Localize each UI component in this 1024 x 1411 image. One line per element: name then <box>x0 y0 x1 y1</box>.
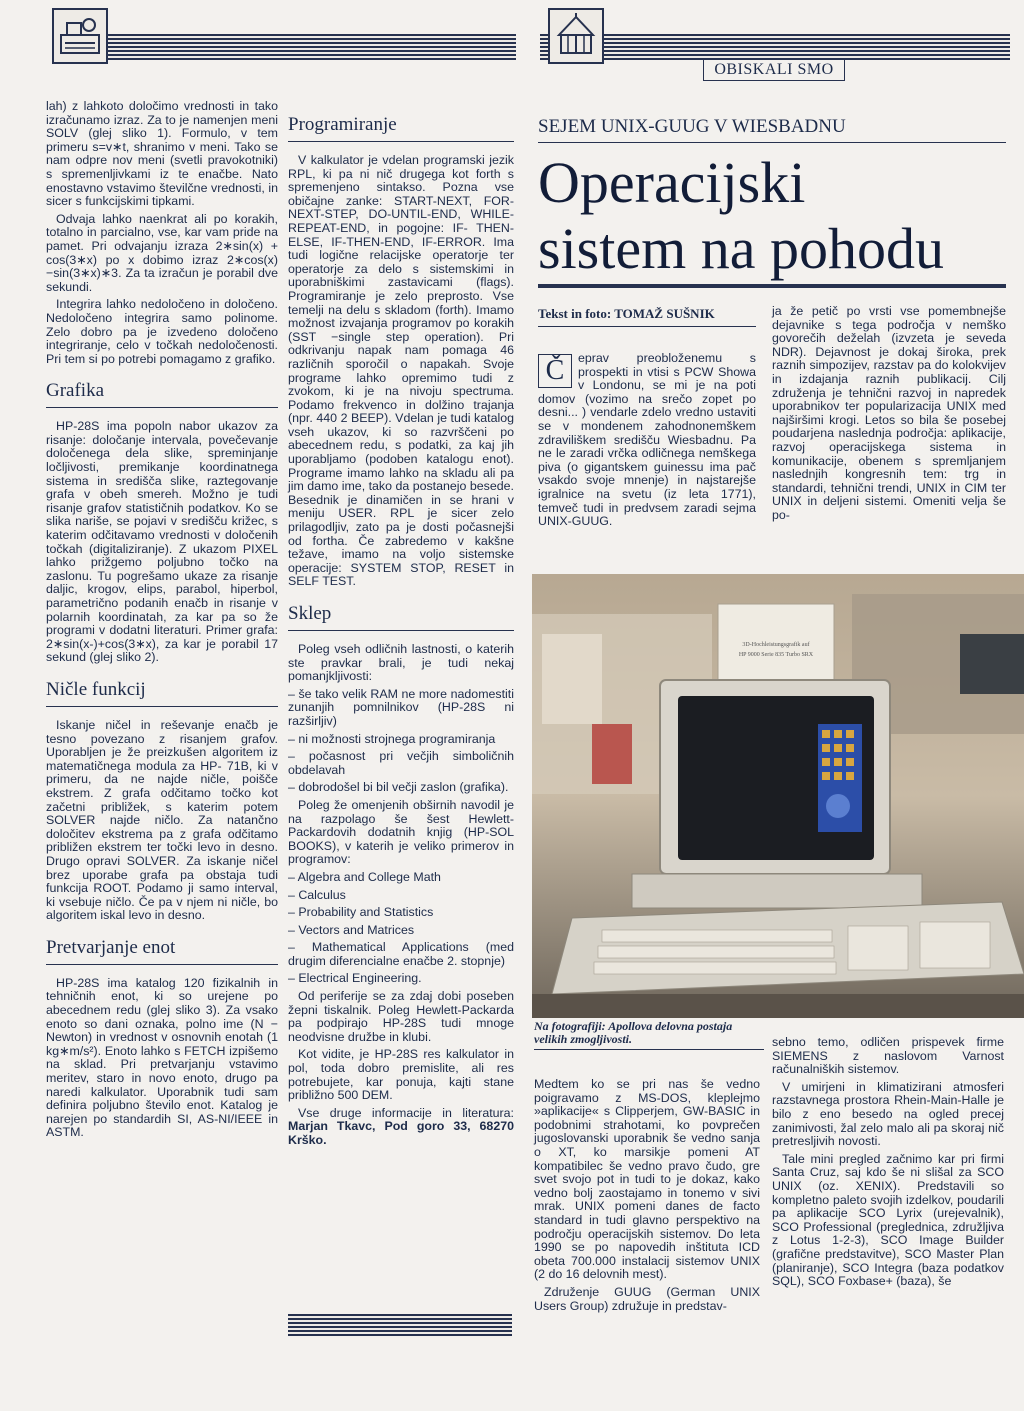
workstation-photo-illustration <box>532 574 1024 1018</box>
paragraph: sebno temo, odličen prispevek firme SIEMENS z naslovom Varnost računalniških sistemov. <box>772 1035 1004 1077</box>
list-item: – Probability and Statistics <box>288 905 434 920</box>
headline-rule <box>538 284 1006 288</box>
article-headline <box>538 150 1008 282</box>
section-logo-right <box>548 8 604 64</box>
article-kicker: SEJEM UNIX-GUUG V WIESBADNU <box>538 116 1006 143</box>
list-item: – dobrodošel bi bil večji zaslon (grafika). <box>288 780 509 795</box>
lead-paragraph <box>538 352 756 529</box>
paragraph: V umirjeni in klimatizirani atmosferi razstavnega prostora Rhein-Main-Halle je bilo z eno besedo na ogled precej zanimivosti, žal zelo malo ali pa skoraj nič pretresljivih novosti. <box>772 1079 1004 1149</box>
circus-tent-icon <box>553 13 599 59</box>
sign-line-2: HP 9000 Serie 835 Turbo SRX <box>738 652 814 658</box>
author-contact: Marjan Tkavc, Pod goro 33, 68270 Krško. <box>288 1119 514 1147</box>
paragraph: Tale mini pregled začnimo kar pri firmi Santa Cruz, saj kdo še ni slišal za SCO UNIX (oz. XENIX). Predstavili so kompletno paleto svojih izdelkov, poudarili pa aplikacije SCO Lyrix (urejevalnik), SCO Professional (preglednica, združljiva z Lotus 1-2-3), SCO Image Builder (grafične predstavitve), SCO Master Plan (planiranje), SCO Integra (baza podatkov SQL), SCO Foxbase+ (baza), še <box>772 1151 1004 1289</box>
section-heading-nicle: Ničle funkcij <box>46 679 278 707</box>
section-rubric: OBISKALI SMO <box>703 59 845 81</box>
paragraph: Integrira lahko nedoločeno in določeno. Nedoločeno integrira samo polinome. Zelo dobro pa je izvedeno določeno integriranje, celo v točkah nedoločenosti. Pri tem si po potrebi pomagamo z grafiko. <box>46 297 278 366</box>
sign-line-1: 3D-Hochleistungsgrafik auf <box>742 642 810 648</box>
column-5 <box>534 1078 760 1317</box>
photo-caption: Na fotografiji: Apollova delovna postaja velikih zmogljivosti. <box>534 1020 764 1050</box>
paragraph: Odvaja lahko naenkrat ali po korakih, totalno in parcialno, vse, kar vam pride na pamet. Pri odvajanju izraza 2∗sin(x) + cos(3∗x) po x dobimo izraz 2∗cos(x)−sin(3∗x)∗3. Za ta izračun je porabil dve sekundi. <box>46 211 278 294</box>
list-item: – Algebra and College Math <box>288 869 441 884</box>
list-item: – ni možnosti strojnega programiranja <box>288 731 496 746</box>
paragraph: Medtem ko se pri nas še vedno poigravamo z MS-DOS, kleplejmo »aplikacije« s Clipperjem, GW-BASIC in podobnimi strahotami, ko povprečen jugoslovanski uporabnik še vedno sanja o XT, ko marsikje pomeni AT kompatibilec še vedno pravo čudo, gre svet svojo pot in tudi to je dokaz, kako vedno bolj zaostajamo in tonemo v sivi mrak. UNIX pomeni danes de facto standard in tudi glavno perspektivo na področju operacijskih sistemov. Do leta 1990 se po napovedih inštituta ICD obeta 700.000 instalacij sistemov UNIX (2 do 16 delovnih mest). <box>534 1077 760 1282</box>
section-heading-programiranje: Programiranje <box>288 114 514 142</box>
byline: Tekst in foto: TOMAŽ SUŠNIK <box>538 306 756 327</box>
list-item: – Calculus <box>288 887 346 902</box>
paragraph: HP-28S ima popoln nabor ukazov za risanje: določanje intervala, povečevanje določenega dela slike, spreminjanje ločljivosti, premikanje koordinatnega sistema in središča slike, raztegovanje grafa v obeh smereh. Možno je tudi risanje grafov statističnih podatkov. Ko se slika nariše, se pojavi v središču križec, s katerim odčitavamo vrednosti v določenih točkah (digitaliziranje). Z ukazom PIXEL lahko prižgemo poljubno točko na zaslonu. Tu pogrešamo ukaze za risanje daljic, krogov, elips, parabol, hiperbol, parametrično podanih enačb in risanje v polarnih koordinatah, za kar pa so že programi v dodatni literaturi. Primer grafa: 2∗sin(x-)+cos(3∗x), za kar je porabil 17 sekund (glej sliko 2). <box>46 419 278 665</box>
section-heading-grafika: Grafika <box>46 380 278 408</box>
headline-line-2: sistem na pohodu <box>538 216 944 281</box>
paragraph: Od periferije se za zdaj dobi poseben žepni tiskalnik. Poleg Hewlett-Packarda pa podpirajo HP-28S tudi mnoge neodvisne družbe in klubi. <box>288 989 514 1044</box>
list-item: – Electrical Engineering. <box>288 971 422 986</box>
exhibition-photo <box>532 574 1024 1018</box>
header-bar-right <box>540 34 1010 60</box>
section-heading-enote: Pretvarjanje enot <box>46 937 278 965</box>
paragraph: lah) z lahkoto določimo vrednosti in tako izračunamo izraz. Za to je namenjen meni SOLV (glej sliko 1). Formulo, v tem primeru s=v∗t, shranimo v meni. Tako se nam odpre nov meni (svetli pravokotniki) s spremenljivkami iz te enačbe. Nato enostavno vstavimo številčne vrednosti, in sicer s funkcijskimi tipkami. <box>46 99 278 209</box>
paragraph: Iskanje ničel in reševanje enačb je tesno povezano z risanjem grafov. Uporabljen je že preizkušen algoritem iz matematičnega modula za HP- 71B, ki v primeru, da ne najde ničle, poišče ekstrem. Z grafa odčitamo točko kot začetni približek, s katerim potem SOLVER najde ničlo. Za natančno določitev ekstrema pa z grafa odčitamo približen ekstrem ter točki levo in desno. Drugo opravi SOLVER. Za iskanje ničel brez uporabe grafa pa obstaja tudi funkcija ROOT. Podamo ji samo interval, ki vsebuje ničlo. Če pa v njem ni ničle, bo algoritem iskal levo in desno. <box>46 717 278 923</box>
section-heading-sklep: Sklep <box>288 603 514 631</box>
column-4 <box>772 305 1006 527</box>
paragraph <box>288 1107 514 1148</box>
section-logo-left <box>52 8 108 64</box>
footer-bar <box>288 1314 512 1336</box>
list-item: – Vectors and Matrices <box>288 922 415 937</box>
list-item: – Mathematical Applications (med drugim diferencialne enačbe 2. stopnje) <box>288 940 514 968</box>
list-item: – še tako velik RAM ne more nadomestiti zunanjih pomnilnikov (HP-28S ni razširljiv) <box>288 686 514 728</box>
paragraph: Poleg že omenjenih obširnih navodil je na razpolago še šest Hewlett- Packardovih dodatnih knjig (HP-SOL BOOKS), v katerih je veliko primerov in programov: <box>288 797 514 867</box>
paragraph: ja že petič po vrsti vse pomembnejše dejavnike s tega področja v nemško govorečih deželah (izvzeta je seveda NDR). Dejavnost je dokaj široka, prek raznih simpozijev, razstav pa do kolokvijev in izdajanja raznih publikacij. Cilj združenja je tehnični razvoj in napredek uporabnikov ter popularizacija UNIX med najširšimi krogi. Letos so bila še posebej poudarjena naslednja področja: aplikacije, razvoj operacijskega sistema in komunikacije, obenem s spremljanjem naslednjih kongresnih tem: trg in standardi, tehnični trendi, UNIX in CIM ter UNIX in deljeni sistemi. Omeniti velja še po- <box>772 304 1006 522</box>
list-item: – počasnost pri večjih simboličnih obdelavah <box>288 749 514 777</box>
column-1 <box>46 100 278 1144</box>
paragraph: Kot vidite, je HP-28S res kalkulator in pol, toda dobro premislite, ali res potrebujete, kar ponuja, kajti stane približno 500 DEM. <box>288 1047 514 1103</box>
paragraph: HP-28S ima katalog 120 fizikalnih in tehničnih enot, ki so urejene po abecednem redu (glej sliko 3). Za vsako enoto so dani oznaka, polno ime (N − Newton) in vrednost v osnovnih enotah (1 kg∗m/s²). Enoto lahko s FETCH izpišemo na sklad. Pri pretvarjanju vstavimo meritev, staro in novo enoto, drugo pa naredi kalkulator. Uporabnik tudi sam definira poljubno število enot. Katalog je narejen po standardih SI, AS-NI/IEEE in ASTM. <box>46 975 278 1140</box>
paragraph: Poleg vseh odličnih lastnosti, o katerih ste pravkar brali, je tudi nekaj pomanjkljivosti: <box>288 642 514 684</box>
column-6 <box>772 1036 1004 1293</box>
column-3 <box>538 352 756 533</box>
paragraph: V kalkulator je vdelan programski jezik RPL, ki pa ni nič drugega kot forth s spremenjeno sintakso. Pozna vse običajne zanke: START-NEXT, FOR-NEXT-STEP, DO-UNTIL-END, WHILE-REPEAT-END, in pogojne: IF- THEN-ELSE, IF-THEN-END, IF-ERROR. Ima tudi logične relacijske operatorje ter operatorje za delo s sistemskimi in uporabniškimi zastavicami (flags). Programiranje je zelo preprosto. Vse temelji na delu s skladom (forth). Imamo možnost izvajanja programov po korakih (SST −single step operation). Pri odkrivanju napak nam pomaga 46 različnih sporočil o napakah. Svoje programe lahko opremimo tudi z zvokom, ki je na nivoju spectruma. Podamo frekvenco in dolžino trajanja (npr. 440 2 BEEP). Vdelan je tudi katalog vseh ukazov, ki so razvrščeni po abecednem redu, s podatki, za kaj jih uporabljamo (podoben katalogu enot). Programe imamo lahko na skladu ali pa jim damo ime, tako da postanejo besede. Besednik je dinamičen in se hrani v meniju USER. RPL je sicer zelo prilagodljiv, zato pa je dosti počasnejši od fortha. Če zabredemo v kakšne težave, imamo na voljo sistemske operacije: SYSTEM STOP, RESET in SELF TEST. <box>288 153 514 589</box>
headline-line-1: Operacijski <box>538 150 806 215</box>
drop-cap: Č <box>538 354 572 388</box>
header-bar-left <box>58 34 516 60</box>
info-lead: Vse druge informacije in literatura: <box>298 1105 514 1120</box>
lead-text: eprav preobloženemu s prospekti in vtisi s PCW Showa v Londonu, se mi je na poti domov (vozimo na srečo zopet po desni... ) vendarle zdelo vredno ustaviti se v mondenem zahodnonemškem zdraviliškem središču Wiesbadnu. Pa ne le zaradi vrčka odličnega nemškega piva (o gigantskem guinessu ima pač vsakdo svoje mnenje) in najstarejše igralnice na svetu (iz leta 1771), temveč tudi in predvsem zaradi sejma UNIX-GUUG. <box>538 351 756 529</box>
paragraph: Združenje GUUG (German UNIX Users Group) združuje in predstav- <box>534 1284 760 1313</box>
typewriter-figure-icon <box>57 13 103 59</box>
column-2 <box>288 114 514 1152</box>
